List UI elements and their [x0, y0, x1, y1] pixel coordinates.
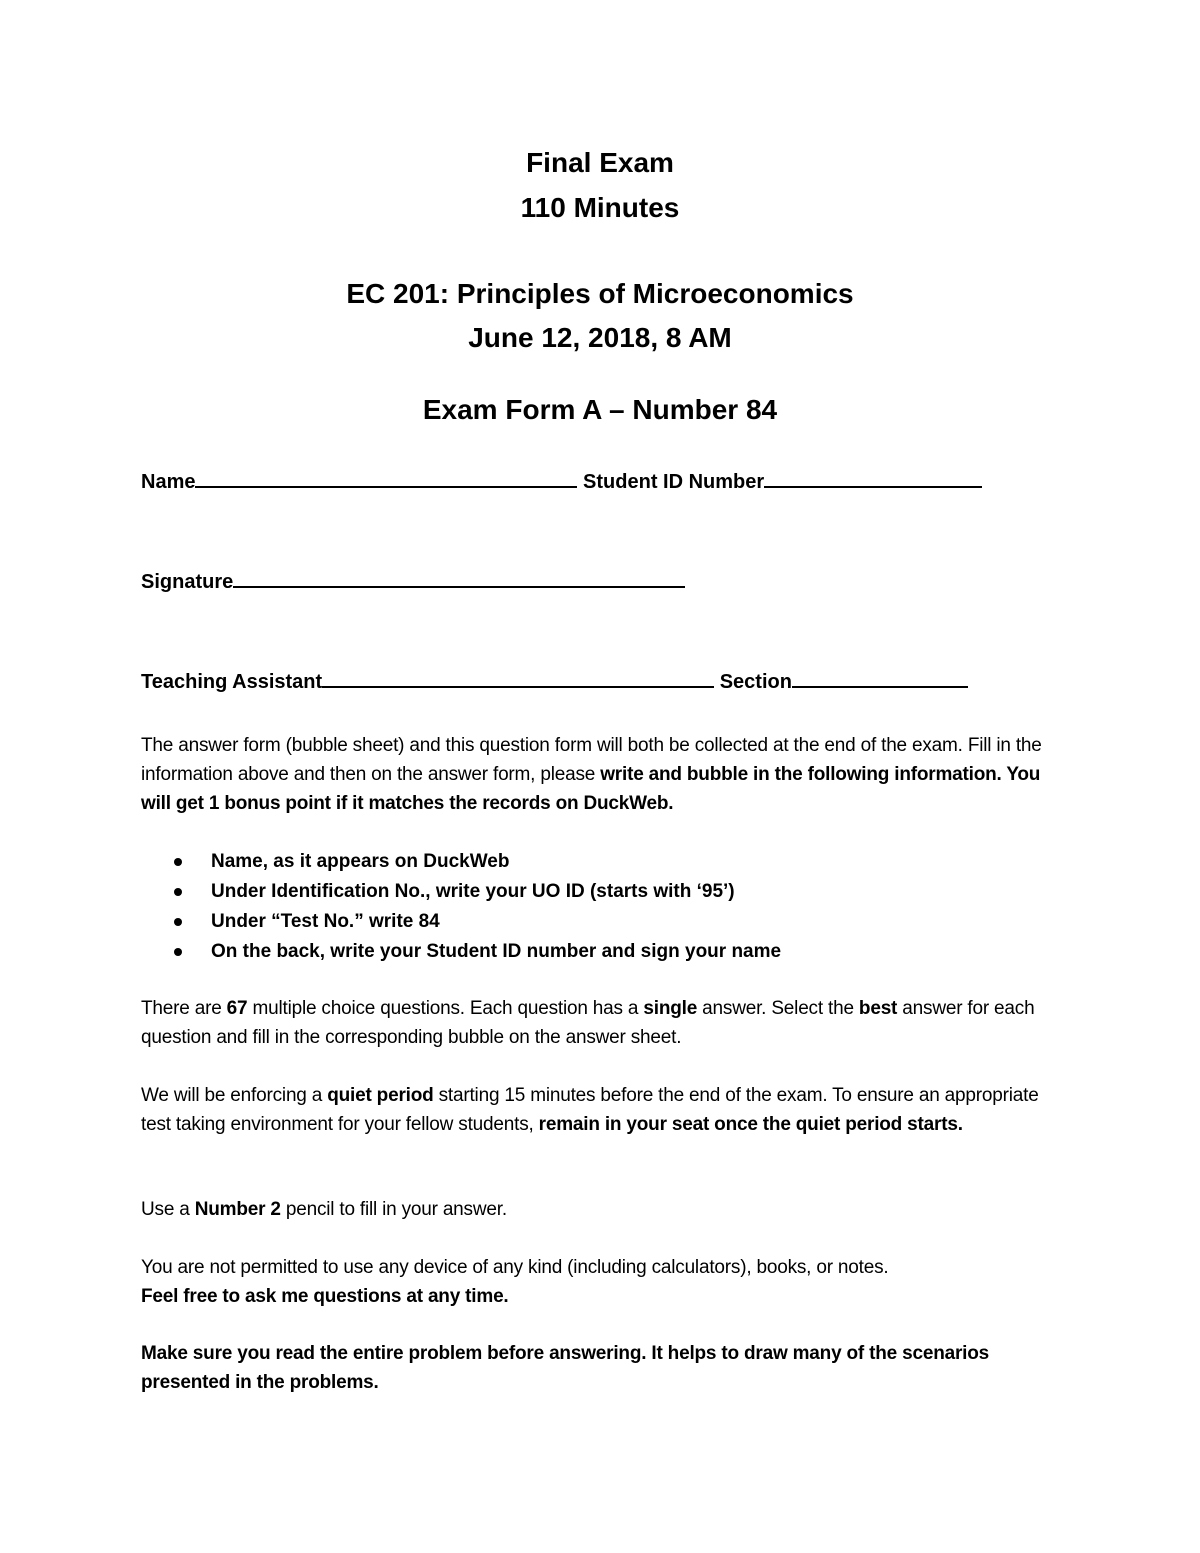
list-item-text: Name, as it appears on DuckWeb [211, 851, 510, 872]
p2-text-g: answer for each question and fill in the corresponding bubble on the answer sheet. [141, 998, 1035, 1048]
instructions-paragraph-3 [141, 1081, 1061, 1139]
ta-label: Teaching Assistant [141, 671, 323, 693]
p2-bold-best: best [858, 998, 898, 1019]
list-item [141, 877, 1061, 907]
bubble-info-list [141, 847, 1061, 967]
question-count: 67 [226, 998, 248, 1019]
list-item [141, 937, 1061, 967]
section-blank[interactable] [792, 668, 968, 688]
exam-title: Final Exam [526, 147, 674, 178]
p3-bold-remain: remain in your seat once the quiet period starts. [538, 1114, 963, 1135]
course-title: EC 201: Principles of Microeconomics [346, 278, 854, 309]
p3-bold-quiet-period: quiet period [327, 1085, 434, 1106]
list-item [141, 847, 1061, 877]
p5-text-a: You are not permitted to use any device of any kind (including calculators), books, or notes. [141, 1257, 889, 1278]
signature-blank[interactable] [233, 568, 685, 588]
p4-text-c: pencil to fill in your answer. [280, 1199, 507, 1220]
p5-bold-questions: Feel free to ask me questions at any time. [141, 1286, 509, 1307]
signature-row [141, 568, 685, 595]
exam-duration: 110 Minutes [520, 192, 680, 223]
exam-form-number: Exam Form A – Number 84 [422, 394, 778, 425]
list-item-text: Under Identification No., write your UO ID (starts with ‘95’) [211, 881, 735, 902]
signature-label: Signature [141, 571, 234, 593]
section-label: Section [719, 671, 792, 693]
p4-text-a: Use a [141, 1199, 195, 1220]
instructions-paragraph-6: Make sure you read the entire problem before answering. It helps to draw many of the scenarios presented in the problems. [141, 1343, 990, 1393]
p1-bold-text: write and bubble in the following information. You will get 1 bonus point if it matches the records on DuckWeb. [141, 764, 1041, 814]
bullet-icon [174, 888, 182, 896]
bullet-icon [174, 948, 182, 956]
instructions-paragraph-1 [141, 731, 1061, 818]
ta-blank[interactable] [322, 668, 714, 688]
student-id-blank[interactable] [764, 468, 982, 488]
name-id-row [141, 468, 982, 495]
p3-text-c: starting 15 minutes before the end of the exam. To ensure an appropriate test taking environment for your fellow students, [141, 1085, 1039, 1135]
list-item [141, 907, 1061, 937]
p2-text-e: answer. Select the [697, 998, 859, 1019]
bullet-icon [174, 918, 182, 926]
instructions-paragraph-2 [141, 994, 1061, 1052]
list-item-text: On the back, write your Student ID number and sign your name [211, 941, 782, 962]
p2-bold-single: single [643, 998, 698, 1019]
p4-bold-pencil: Number 2 [194, 1199, 281, 1220]
name-label: Name [141, 471, 196, 493]
list-item-text: Under “Test No.” write 84 [211, 911, 440, 932]
instructions-paragraph-4 [141, 1195, 1061, 1224]
p2-text-a: There are [141, 998, 227, 1019]
p3-text-a: We will be enforcing a [141, 1085, 328, 1106]
bullet-icon [174, 858, 182, 866]
ta-section-row [141, 668, 968, 695]
student-id-label: Student ID Number [583, 471, 765, 493]
p2-text-c: multiple choice questions. Each question has a [247, 998, 644, 1019]
exam-date: June 12, 2018, 8 AM [468, 322, 732, 353]
instructions-paragraph-5 [141, 1253, 1061, 1311]
p1-text: The answer form (bubble sheet) and this question form will both be collected at the end of the exam. Fill in the information above and then on the answer form, please [141, 735, 1042, 785]
name-blank[interactable] [195, 468, 577, 488]
